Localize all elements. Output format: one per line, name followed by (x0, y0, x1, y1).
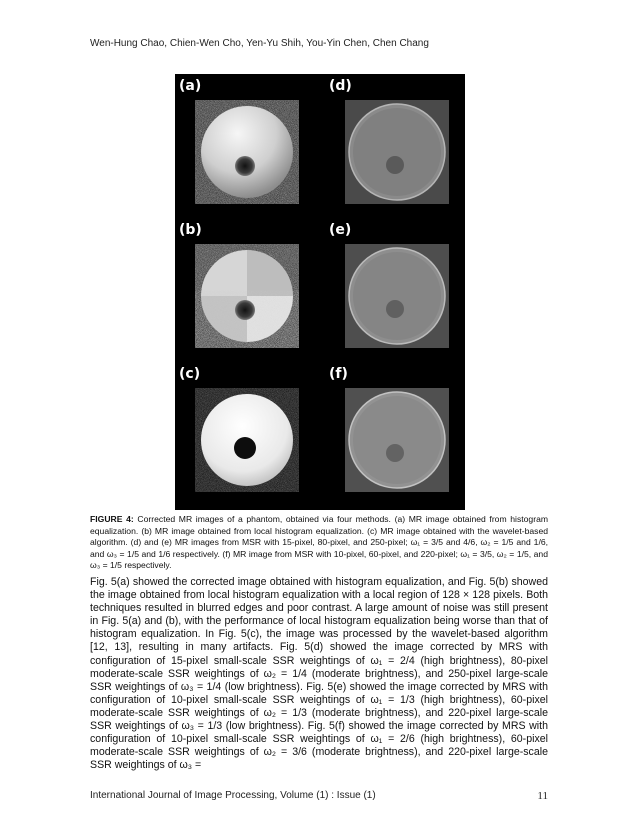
panel-a-image (195, 100, 299, 204)
panel-b (175, 218, 311, 358)
panel-a (175, 74, 311, 214)
panel-c-image (195, 388, 299, 492)
panel-c-label: (c) (179, 366, 201, 382)
panel-e-label: (e) (329, 222, 352, 238)
figure-4-image-grid (175, 74, 465, 510)
panel-e (325, 218, 461, 358)
panel-d-image (345, 100, 449, 204)
panel-d (325, 74, 461, 214)
panel-a-label: (a) (179, 78, 202, 94)
journal-footer: International Journal of Image Processing, Volume (1) : Issue (1) (90, 790, 376, 801)
body-paragraph-container (90, 576, 548, 772)
panel-f-label: (f) (329, 366, 348, 382)
caption-text: Corrected MR images of a phantom, obtained via four methods. (a) MR image obtained from histogram equalization. (b) MR image obtained from local histogram equalization. (c) MR image obtained with the wavelet-based algorithm. (d) and (e) MR images from MSR with 15-pixel, 80-pixel, and 250-pixel; ω₁ = 3/5 and 4/6, ω₂ = 1/5 and 1/6, and ω₃ = 1/5 and 1/6 respectively. (f) MR image from MSR with 10-pixel, 60-pixel, and 220-pixel; ω₁ = 3/5, ω₂ = 1/5, and ω₃ = 1/5 respectively. (90, 514, 549, 571)
page-footer (90, 790, 548, 801)
running-header: Wen-Hung Chao, Chien-Wen Cho, Yen-Yu Shih, You-Yin Chen, Chen Chang (90, 38, 429, 49)
panel-b-image (195, 244, 299, 348)
figure-caption (90, 514, 548, 572)
panel-d-label: (d) (329, 78, 352, 94)
panel-f-image (345, 388, 449, 492)
caption-label: FIGURE 4: (90, 514, 134, 524)
panel-e-image (345, 244, 449, 348)
panel-c (175, 362, 311, 502)
body-paragraph: Fig. 5(a) showed the corrected image obtained with histogram equalization, and Fig. 5(b) showed the image obtained from local histogram equalization with a local region of 128 × 128 pixels. Both techniques resulted in blurred edges and poor contrast. A large amount of noise was still present in Fig. 5(a) and (b), with the performance of local histogram equalization being worse than that of histogram equalization. In Fig. 5(c), the image was processed by the wavelet-based algorithm [12, 13], resulting in many artifacts. Fig. 5(d) showed the image corrected by MRS with configuration of 15-pixel small-scale SSR weightings of ω₁ = 2/4 (high brightness), 80-pixel moderate-scale SSR weightings of ω₂ = 1/4 (moderate brightness), and 250-pixel large-scale SSR weightings of ω₃ = 1/4 (low brightness). Fig. 5(e) showed the image corrected by MRS with configuration of 10-pixel small-scale SSR weightings of ω₁ = 1/3 (high brightness), 60-pixel moderate-scale SSR weightings of ω₂ = 1/3 (moderate brightness), and 220-pixel large-scale SSR weightings of ω₃ = 1/3 (low brightness). Fig. 5(f) showed the image corrected by MRS with configuration of 10-pixel small-scale SSR weightings of ω₁ = 2/6 (high brightness), 60-pixel moderate-scale SSR weightings of ω₂ = 3/6 (moderate brightness), and 220-pixel large-scale SSR weightings of ω₃ = (90, 576, 548, 772)
panel-b-label: (b) (179, 222, 202, 238)
page-number: 11 (537, 790, 548, 802)
panel-f (325, 362, 461, 502)
